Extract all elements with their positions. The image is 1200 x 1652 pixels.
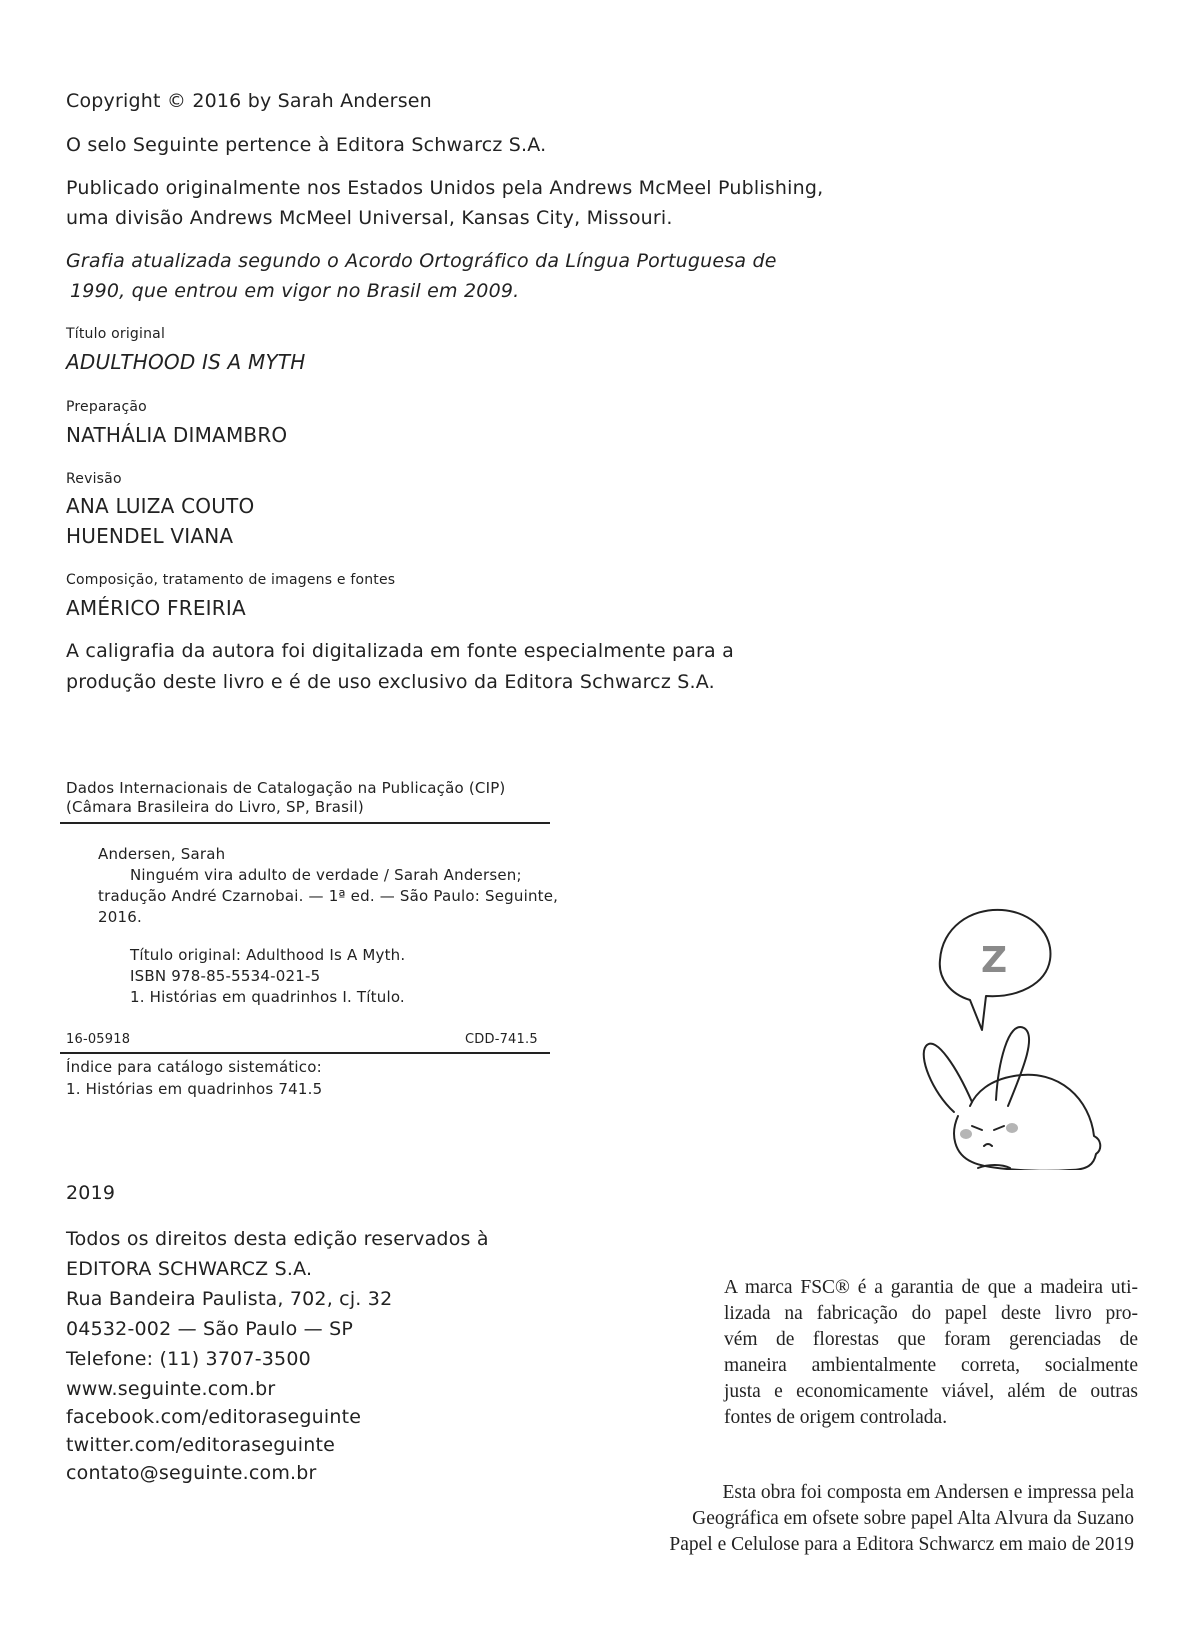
- bubble-letter: Z: [980, 940, 1008, 981]
- revision-value-1: ANA LUIZA COUTO: [66, 494, 255, 518]
- cip-top-rule: [60, 822, 550, 824]
- composition-label: Composição, tratamento de imagens e fontes: [66, 572, 396, 588]
- cip-line-2: tradução André Czarnobai. — 1ª ed. — São Paulo: Seguinte,: [98, 887, 559, 905]
- published-line-1: Publicado originalmente nos Estados Unidos pela Andrews McMeel Publishing,: [66, 177, 824, 199]
- fsc-line-6: fontes de origem controlada.: [724, 1407, 948, 1428]
- calligraphy-line-1: A caligrafia da autora foi digitalizada em fonte especialmente para a: [66, 640, 734, 662]
- orthography-line-2: 1990, que entrou em vigor no Brasil em 2009.: [70, 280, 520, 302]
- original-title-label: Título original: [66, 326, 166, 342]
- publisher-phone: Telefone: (11) 3707-3500: [66, 1348, 311, 1370]
- published-line-2: uma divisão Andrews McMeel Universal, Kansas City, Missouri.: [66, 207, 673, 229]
- revision-value-2: HUENDEL VIANA: [66, 524, 234, 548]
- cip-line-1: Ninguém vira adulto de verdade / Sarah Andersen;: [130, 866, 522, 884]
- fsc-line-2: lizada na fabricação do papel deste livro pro-: [724, 1303, 1138, 1324]
- publisher-zip: 04532-002 — São Paulo — SP: [66, 1318, 353, 1340]
- revision-label: Revisão: [66, 471, 122, 487]
- bunny-body: [954, 1075, 1100, 1170]
- publisher-facebook: facebook.com/editoraseguinte: [66, 1406, 362, 1428]
- publisher-twitter: twitter.com/editoraseguinte: [66, 1434, 336, 1456]
- cip-bottom-rule: [60, 1052, 550, 1054]
- colophon-line-2: Geográfica em ofsete sobre papel Alta Alvura da Suzano: [692, 1508, 1134, 1529]
- cip-header-1: Dados Internacionais de Catalogação na Publicação (CIP): [66, 779, 506, 797]
- cip-isbn: ISBN 978-85-5534-021-5: [130, 967, 321, 985]
- sleeping-bunny-illustration: [910, 880, 1110, 1170]
- calligraphy-line-2: produção deste livro e é de uso exclusivo da Editora Schwarcz S.A.: [66, 671, 715, 693]
- bunny-eye-left: [972, 1126, 982, 1130]
- bunny-ear-right: [996, 1027, 1029, 1106]
- cip-line-3: 2016.: [98, 908, 142, 926]
- rights-line: Todos os direitos desta edição reservados à: [66, 1228, 489, 1250]
- colophon: [560, 1480, 1134, 1558]
- copyright-line: Copyright © 2016 by Sarah Andersen: [66, 90, 432, 112]
- cip-subject: 1. Histórias em quadrinhos I. Título.: [130, 988, 405, 1006]
- publisher-address: Rua Bandeira Paulista, 702, cj. 32: [66, 1288, 393, 1310]
- bunny-blush-left: [960, 1129, 972, 1139]
- imprint-line: O selo Seguinte pertence à Editora Schwarcz S.A.: [66, 134, 547, 156]
- bunny-blush-right: [1006, 1123, 1018, 1133]
- fsc-line-1: A marca FSC® é a garantia de que a madeira uti-: [724, 1277, 1138, 1298]
- bunny-eye-right: [994, 1126, 1004, 1130]
- publisher-email: contato@seguinte.com.br: [66, 1462, 317, 1484]
- original-title-value: ADULTHOOD IS A MYTH: [66, 350, 306, 374]
- cip-index-item: 1. Histórias em quadrinhos 741.5: [66, 1080, 323, 1098]
- fsc-note: [724, 1275, 1138, 1431]
- preparation-value: NATHÁLIA DIMAMBRO: [66, 423, 288, 447]
- fsc-line-4: maneira ambientalmente correta, socialmente: [724, 1355, 1138, 1376]
- composition-value: AMÉRICO FREIRIA: [66, 596, 246, 620]
- publisher-website: www.seguinte.com.br: [66, 1378, 276, 1400]
- fsc-line-5: justa e economicamente viável, além de outras: [724, 1381, 1138, 1402]
- bunny-mouth: [984, 1144, 992, 1146]
- preparation-label: Preparação: [66, 399, 147, 415]
- cip-header-2: (Câmara Brasileira do Livro, SP, Brasil): [66, 798, 364, 816]
- fsc-line-3: vém de florestas que foram gerenciadas de: [724, 1329, 1138, 1350]
- bunny-ear-left: [924, 1044, 972, 1112]
- orthography-line-1: Grafia atualizada segundo o Acordo Ortográfico da Língua Portuguesa de: [66, 250, 777, 272]
- cip-cdd: CDD-741.5: [465, 1032, 538, 1047]
- colophon-line-1: Esta obra foi composta em Andersen e impressa pela: [722, 1482, 1134, 1503]
- cip-number: 16-05918: [66, 1032, 131, 1047]
- publisher-name: EDITORA SCHWARCZ S.A.: [66, 1258, 313, 1280]
- colophon-line-3: Papel e Celulose para a Editora Schwarcz em maio de 2019: [669, 1534, 1134, 1555]
- cip-original-title: Título original: Adulthood Is A Myth.: [130, 946, 406, 964]
- cip-author: Andersen, Sarah: [98, 845, 226, 863]
- year: 2019: [66, 1182, 116, 1204]
- cip-index-title: Índice para catálogo sistemático:: [66, 1058, 322, 1076]
